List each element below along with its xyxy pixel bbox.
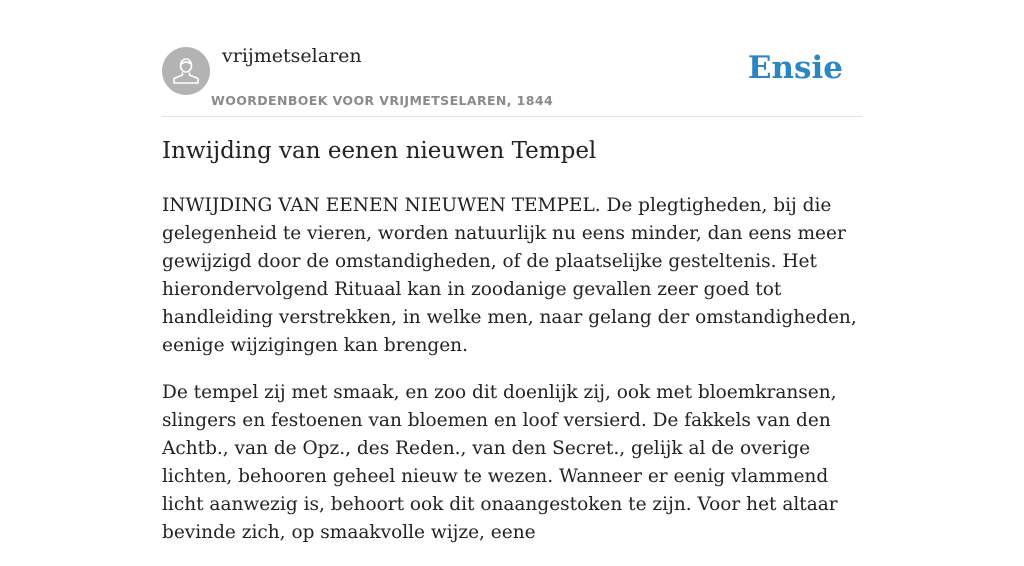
brand-logo[interactable]: Ensie	[747, 50, 843, 86]
paragraph: De tempel zij met smaak, en zoo dit doenlijk zij, ook met bloemkransen, slingers en festoenen van bloemen en loof versierd. De fakkels van den Achtb., van de Opz., des Reden., van den Secret., gelijk al de overige lichten, behooren geheel nieuw te wezen. Wanneer er eenig vlammend licht aanwezig is, behoort ook dit onaangestoken te zijn. Voor het altaar bevinde zich, op smaakvolle wijze, eene	[162, 382, 838, 543]
user-icon	[162, 47, 210, 95]
avatar[interactable]	[162, 47, 210, 95]
article-title: Inwijding van eenen nieuwen Tempel	[162, 138, 597, 164]
article-body	[162, 192, 862, 566]
author-name[interactable]: vrijmetselaren	[222, 45, 362, 67]
source-title[interactable]: WOORDENBOEK VOOR VRIJMETSELAREN, 1844	[211, 93, 554, 108]
article-header	[162, 0, 862, 117]
paragraph: INWIJDING VAN EENEN NIEUWEN TEMPEL. De plegtigheden, bij die gelegenheid te vieren, worden natuurlijk nu eens minder, dan eens meer gewijzigd door de omstandigheden, of de plaatselijke gesteltenis. Het hierondervolgend Rituaal kan in zoodanige gevallen zeer goed tot handleiding verstrekken, in welke men, naar gelang der omstandigheden, eenige wijzigingen kan brengen.	[162, 195, 857, 356]
